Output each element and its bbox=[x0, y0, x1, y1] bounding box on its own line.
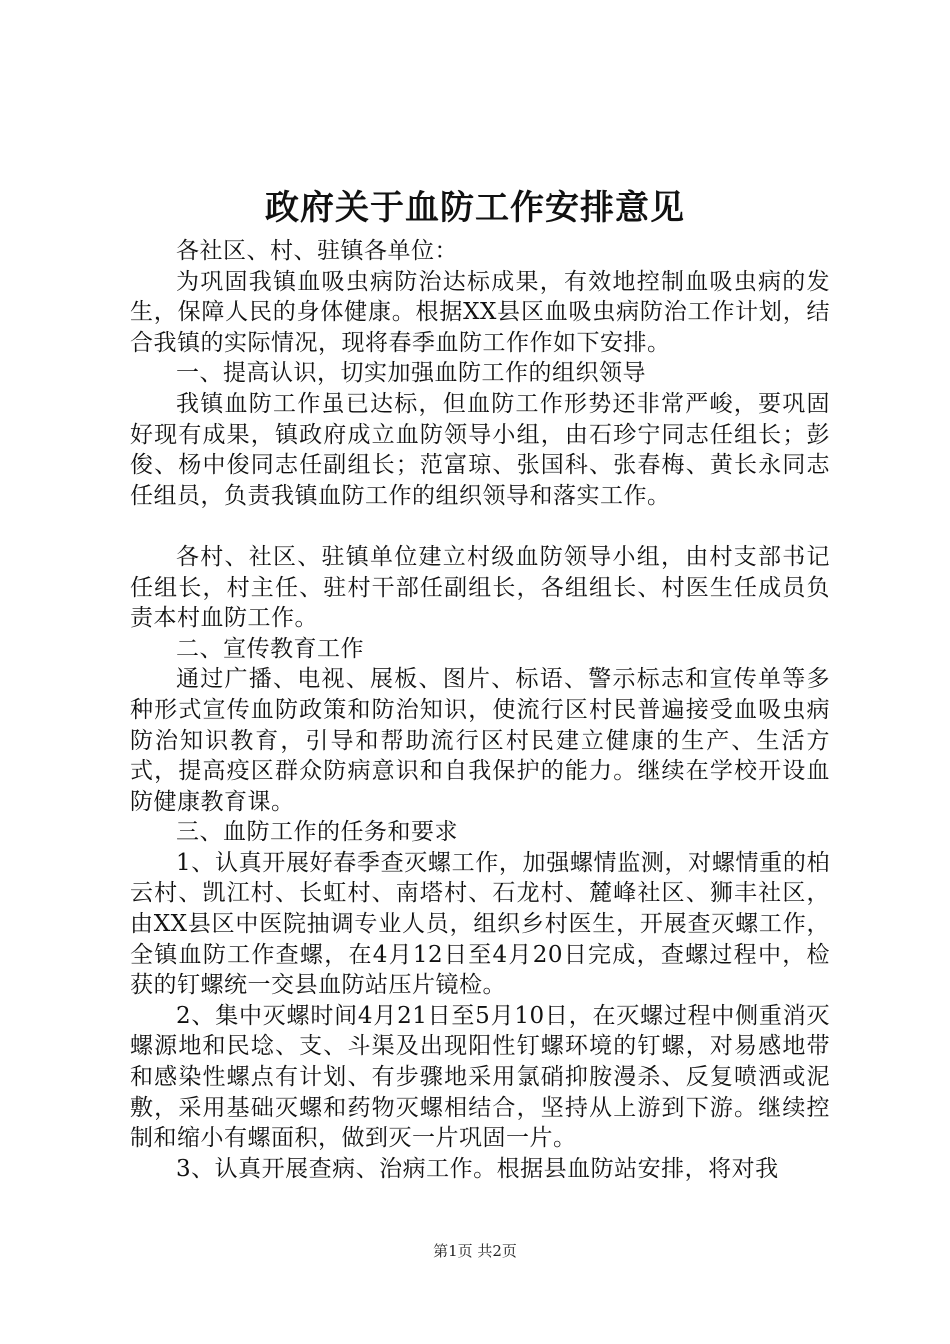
intro-paragraph: 为巩固我镇血吸虫病防治达标成果，有效地控制血吸虫病的发生，保障人民的身体健康。根据XX县区血吸虫病防治工作计划，结合我镇的实际情况，现将春季血防工作作如下安排。 bbox=[130, 268, 830, 356]
section-heading-2: 二、宣传教育工作 bbox=[176, 635, 364, 662]
section-2-paragraph: 通过广播、电视、展板、图片、标语、警示标志和宣传单等多种形式宣传血防政策和防治知识，使流行区村民普遍接受血吸虫病防治知识教育，引导和帮助流行区村民建立健康的生产、生活方式，提高疫区群众防病意识和自我保护的能力。继续在学校开设血防健康教育课。 bbox=[130, 666, 830, 815]
section-1-paragraph-2: 各村、社区、驻镇单位建立村级血防领导小组，由村支部书记任组长，村主任、驻村干部任副组长，各组组长、村医生任成员负责本村血防工作。 bbox=[130, 543, 830, 632]
paragraph-spacer bbox=[130, 511, 830, 542]
document-body bbox=[130, 236, 830, 1184]
page-footer: 第1页 共2页 bbox=[433, 1242, 517, 1260]
task-item-3: 3、认真开展查病、治病工作。根据县血防站安排，将对我 bbox=[176, 1155, 779, 1182]
section-1-paragraph-1: 我镇血防工作虽已达标，但血防工作形势还非常严峻，要巩固好现有成果，镇政府成立血防领导小组，由石珍宁同志任组长；彭俊、杨中俊同志任副组长；范富琼、张国科、张春梅、黄长永同志任组员，负责我镇血防工作的组织领导和落实工作。 bbox=[130, 390, 830, 509]
section-heading-1: 一、提高认识，切实加强血防工作的组织领导 bbox=[176, 360, 646, 387]
task-item-1: 1、认真开展好春季查灭螺工作，加强螺情监测，对螺情重的柏云村、凯江村、长虹村、南塔村、石龙村、麓峰社区、狮丰社区，由XX县区中医院抽调专业人员，组织乡村医生，开展查灭螺工作，全镇血防工作查螺，在4月12日至4月20日完成，查螺过程中，检获的钉螺统一交县血防站压片镜检。 bbox=[130, 849, 830, 999]
document-title: 政府关于血防工作安排意见 bbox=[265, 188, 685, 228]
salutation: 各社区、村、驻镇各单位： bbox=[176, 238, 458, 264]
section-heading-3: 三、血防工作的任务和要求 bbox=[176, 819, 458, 846]
task-item-2: 2、集中灭螺时间4月21日至5月10日，在灭螺过程中侧重消灭螺源地和民埝、支、斗渠及出现阳性钉螺环境的钉螺，对易感地带和感染性螺点有计划、有步骤地采用氯硝抑胺漫杀、反复喷洒或泥敷，采用基础灭螺和药物灭螺相结合，坚持从上游到下游。继续控制和缩小有螺面积，做到灭一片巩固一片。 bbox=[130, 1002, 830, 1152]
